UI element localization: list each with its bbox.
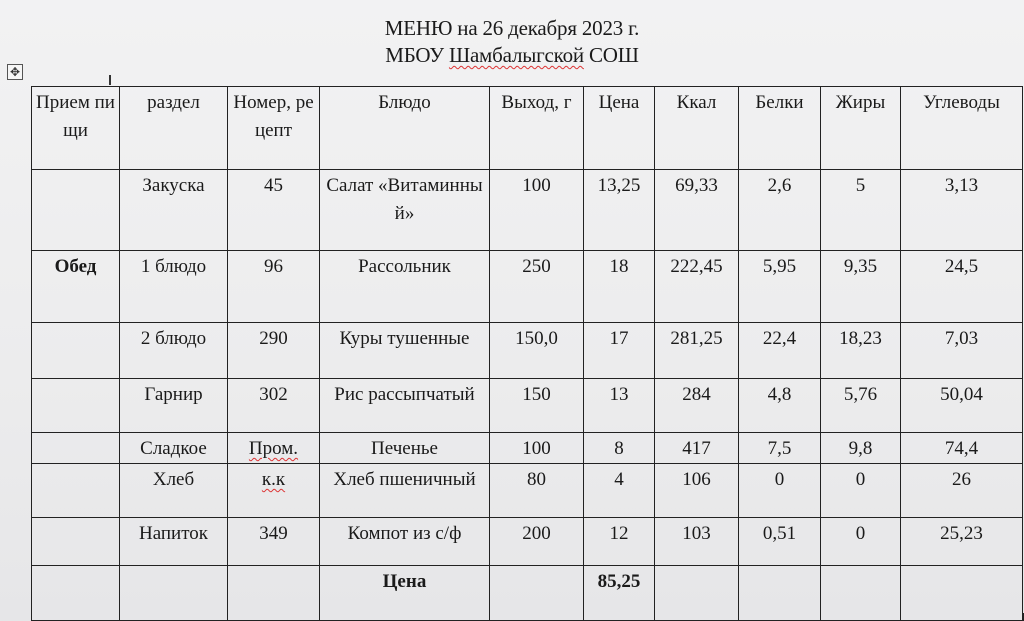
table-cell[interactable]: 13 bbox=[584, 379, 655, 433]
table-cell[interactable]: 96 bbox=[228, 251, 320, 323]
table-cell[interactable] bbox=[32, 170, 120, 251]
table-cell[interactable]: 417 bbox=[655, 433, 739, 464]
table-cell[interactable]: к.к bbox=[228, 464, 320, 518]
table-cell[interactable]: 50,04 bbox=[901, 379, 1023, 433]
header-cell[interactable]: Жиры bbox=[821, 87, 901, 170]
table-cell[interactable]: 100 bbox=[490, 433, 584, 464]
table-cell[interactable]: 9,35 bbox=[821, 251, 901, 323]
table-cell[interactable]: 2 блюдо bbox=[120, 323, 228, 379]
table-cell[interactable]: 284 bbox=[655, 379, 739, 433]
school-name-prefix: МБОУ bbox=[385, 43, 449, 67]
table-cell[interactable]: 80 bbox=[490, 464, 584, 518]
table-cell[interactable]: 69,33 bbox=[655, 170, 739, 251]
table-cell[interactable]: Напиток bbox=[120, 518, 228, 566]
table-cell[interactable]: 0 bbox=[739, 464, 821, 518]
table-cell[interactable]: 150 bbox=[490, 379, 584, 433]
table-row bbox=[32, 170, 1023, 251]
table-cell[interactable]: 17 bbox=[584, 323, 655, 379]
header-cell[interactable]: Прием пищи bbox=[32, 87, 120, 170]
table-cell[interactable]: 22,4 bbox=[739, 323, 821, 379]
table-cell[interactable] bbox=[32, 518, 120, 566]
total-label[interactable]: Цена bbox=[320, 566, 490, 621]
table-cell[interactable]: Обед bbox=[32, 251, 120, 323]
table-cell[interactable]: Хлеб пшеничный bbox=[320, 464, 490, 518]
table-cell[interactable]: 349 bbox=[228, 518, 320, 566]
table-cell[interactable]: 9,8 bbox=[821, 433, 901, 464]
table-cell[interactable]: 3,13 bbox=[901, 170, 1023, 251]
header-cell[interactable]: Выход, г bbox=[490, 87, 584, 170]
table-cell[interactable]: 250 bbox=[490, 251, 584, 323]
table-cell[interactable]: 18,23 bbox=[821, 323, 901, 379]
table-cell[interactable]: 18 bbox=[584, 251, 655, 323]
header-cell[interactable]: Номер, рецепт bbox=[228, 87, 320, 170]
table-cell[interactable]: 150,0 bbox=[490, 323, 584, 379]
table-cell[interactable]: Компот из с/ф bbox=[320, 518, 490, 566]
header-cell[interactable]: Углеводы bbox=[901, 87, 1023, 170]
table-cell[interactable]: 26 bbox=[901, 464, 1023, 518]
table-cell[interactable] bbox=[32, 464, 120, 518]
menu-table bbox=[31, 86, 1023, 621]
table-cell[interactable]: 200 bbox=[490, 518, 584, 566]
table-cell[interactable]: 12 bbox=[584, 518, 655, 566]
header-cell[interactable]: Ккал bbox=[655, 87, 739, 170]
header-cell[interactable]: раздел bbox=[120, 87, 228, 170]
table-cell[interactable]: 100 bbox=[490, 170, 584, 251]
table-cell[interactable]: Рассольник bbox=[320, 251, 490, 323]
table-cell[interactable]: 222,45 bbox=[655, 251, 739, 323]
table-cell[interactable]: Печенье bbox=[320, 433, 490, 464]
header-cell[interactable]: Цена bbox=[584, 87, 655, 170]
table-row bbox=[32, 323, 1023, 379]
table-cell[interactable]: 4 bbox=[584, 464, 655, 518]
table-cell[interactable]: Закуска bbox=[120, 170, 228, 251]
table-row bbox=[32, 464, 1023, 518]
table-cell[interactable]: 1 блюдо bbox=[120, 251, 228, 323]
table-cell[interactable]: 106 bbox=[655, 464, 739, 518]
table-cell[interactable]: 7,03 bbox=[901, 323, 1023, 379]
table-cell[interactable]: 74,4 bbox=[901, 433, 1023, 464]
table-cell[interactable]: 281,25 bbox=[655, 323, 739, 379]
table-cell[interactable]: Куры тушенные bbox=[320, 323, 490, 379]
table-cell[interactable]: Хлеб bbox=[120, 464, 228, 518]
total-value[interactable]: 85,25 bbox=[584, 566, 655, 621]
table-cell[interactable]: 290 bbox=[228, 323, 320, 379]
header-cell[interactable]: Белки bbox=[739, 87, 821, 170]
next-table-row-edge bbox=[31, 613, 1024, 621]
table-cell[interactable]: 0 bbox=[821, 464, 901, 518]
table-cell[interactable]: 302 bbox=[228, 379, 320, 433]
table-cell[interactable]: 0 bbox=[821, 518, 901, 566]
table-cell[interactable]: 0,51 bbox=[739, 518, 821, 566]
table-cell[interactable]: 5,76 bbox=[821, 379, 901, 433]
header-row bbox=[32, 87, 1023, 170]
table-cell[interactable]: Гарнир bbox=[120, 379, 228, 433]
table-cell[interactable]: 45 bbox=[228, 170, 320, 251]
table-cell[interactable] bbox=[32, 433, 120, 464]
school-name bbox=[0, 43, 1024, 68]
table-cell[interactable]: Салат «Витаминный» bbox=[320, 170, 490, 251]
school-name-suffix: СОШ bbox=[583, 43, 639, 67]
table-cell[interactable]: Пром. bbox=[228, 433, 320, 464]
text-cursor bbox=[109, 75, 111, 85]
table-cell[interactable]: Рис рассыпчатый bbox=[320, 379, 490, 433]
header-cell[interactable]: Блюдо bbox=[320, 87, 490, 170]
table-cell[interactable]: 25,23 bbox=[901, 518, 1023, 566]
menu-title: МЕНЮ на 26 декабря 2023 г. bbox=[384, 16, 640, 40]
table-cell[interactable]: 5 bbox=[821, 170, 901, 251]
table-cell[interactable]: 13,25 bbox=[584, 170, 655, 251]
table-cell[interactable]: 8 bbox=[584, 433, 655, 464]
table-row bbox=[32, 433, 1023, 464]
table-cell[interactable]: 24,5 bbox=[901, 251, 1023, 323]
move-arrows-icon[interactable]: ✥ bbox=[7, 64, 23, 80]
table-row bbox=[32, 518, 1023, 566]
table-cell[interactable] bbox=[32, 323, 120, 379]
table-cell[interactable]: Сладкое bbox=[120, 433, 228, 464]
table-cell[interactable]: 2,6 bbox=[739, 170, 821, 251]
table-row bbox=[32, 251, 1023, 323]
table-cell[interactable]: 4,8 bbox=[739, 379, 821, 433]
table-cell[interactable]: 103 bbox=[655, 518, 739, 566]
table-row bbox=[32, 379, 1023, 433]
table-cell[interactable] bbox=[32, 379, 120, 433]
school-name-spellcheck-word[interactable]: Шамбалыгской bbox=[448, 43, 584, 67]
table-cell[interactable]: 7,5 bbox=[739, 433, 821, 464]
table-cell[interactable]: 5,95 bbox=[739, 251, 821, 323]
